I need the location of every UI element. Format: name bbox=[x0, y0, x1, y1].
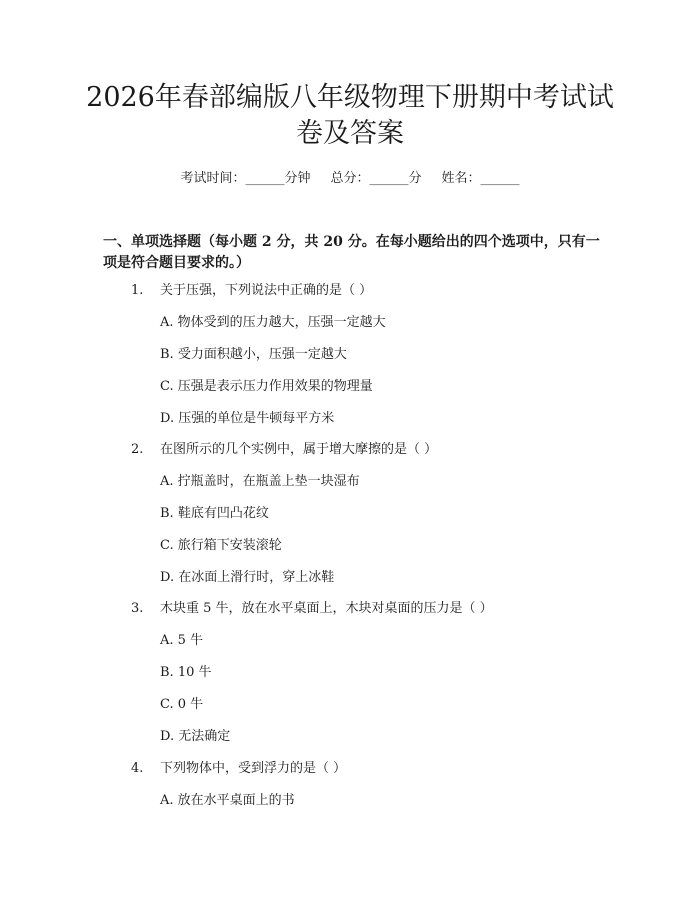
option-item: C. 0 牛 bbox=[160, 697, 204, 712]
question-text: 在图所示的几个实例中，属于增大摩擦的是（ ） bbox=[160, 442, 438, 457]
question-number: 2. bbox=[131, 442, 144, 457]
exam-meta bbox=[0, 170, 700, 188]
option-item: B. 10 牛 bbox=[160, 665, 212, 680]
question-number: 3. bbox=[131, 601, 144, 616]
option-item: D. 无法确定 bbox=[160, 729, 231, 744]
exam-score-label: 总分：______分 bbox=[330, 171, 422, 186]
exam-title: 2026年春部编版八年级物理下册期中考试试卷及答案 bbox=[86, 82, 614, 149]
option-item: A. 拧瓶盖时，在瓶盖上垫一块湿布 bbox=[160, 474, 360, 489]
question-number: 1. bbox=[131, 283, 144, 298]
option-item: A. 5 牛 bbox=[160, 633, 204, 648]
question-text: 关于压强，下列说法中正确的是（ ） bbox=[160, 283, 373, 298]
exam-time-label: 考试时间：______分钟 bbox=[180, 171, 311, 186]
option-item: C. 旅行箱下安装滚轮 bbox=[160, 538, 282, 553]
option-item: C. 压强是表示压力作用效果的物理量 bbox=[160, 379, 373, 394]
question-text: 木块重 5 牛，放在水平桌面上，木块对桌面的压力是（ ） bbox=[160, 601, 493, 616]
option-item: B. 鞋底有凹凸花纹 bbox=[160, 506, 269, 521]
option-item: B. 受力面积越小，压强一定越大 bbox=[160, 347, 347, 362]
section-heading: 一、单项选择题（每小题 2 分，共 20 分。在每小题给出的四个选项中，只有一项是符合题目要求的。） bbox=[103, 234, 600, 271]
question-number: 4. bbox=[131, 761, 144, 776]
option-item: A. 物体受到的压力越大，压强一定越大 bbox=[160, 315, 386, 330]
option-item: D. 在冰面上滑行时，穿上冰鞋 bbox=[160, 570, 335, 585]
option-item: D. 压强的单位是牛顿每平方米 bbox=[160, 411, 335, 426]
exam-name-label: 姓名：______ bbox=[441, 171, 520, 186]
question-text: 下列物体中，受到浮力的是（ ） bbox=[160, 761, 347, 776]
option-item: A. 放在水平桌面上的书 bbox=[160, 793, 295, 808]
